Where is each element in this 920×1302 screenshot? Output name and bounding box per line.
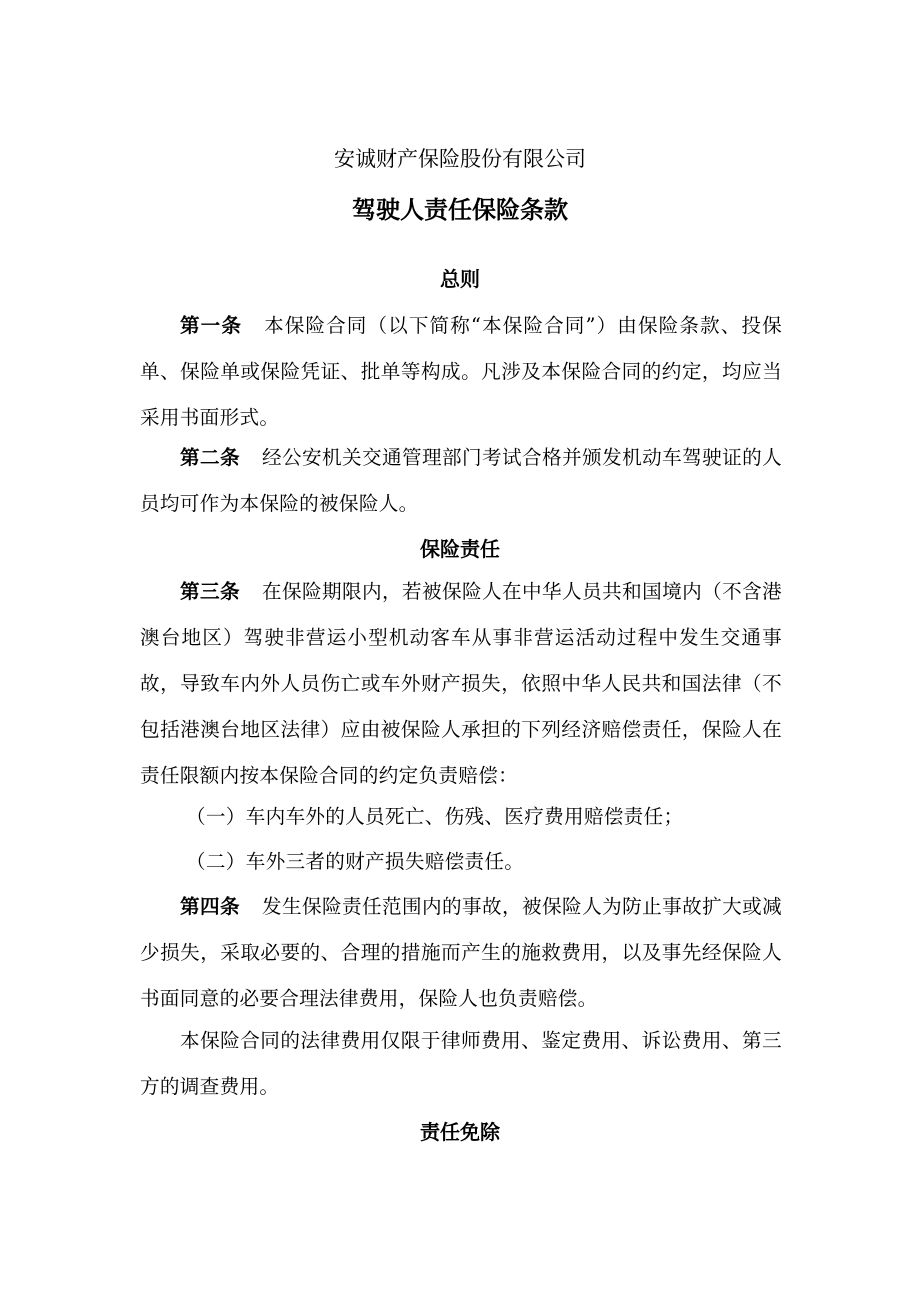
article-2 <box>140 435 782 527</box>
liability-item-1 <box>140 794 782 840</box>
paragraph-text: 本保险合同的法律费用仅限于律师费用、鉴定费用、诉讼费用、第三方的调查费用。 <box>140 1029 782 1098</box>
item-text: （二）车外三者的财产损失赔偿责任。 <box>186 850 525 873</box>
article-text: 发生保险责任范围内的事故，被保险人为防止事故扩大或减少损失，采取必要的、合理的措施而产生的施救费用，以及事先经保险人书面同意的必要合理法律费用，保险人也负责赔偿。 <box>140 895 782 1010</box>
document-title: 驾驶人责任保险条款 <box>352 196 568 224</box>
section-heading-exclusions: 责任免除 <box>420 1120 500 1144</box>
legal-fees-paragraph <box>140 1018 782 1110</box>
article-text: 本保险合同（以下简称“本保险合同”）由保险条款、投保单、保险单或保险凭证、批单等构成。凡涉及本保险合同的约定，均应当采用书面形式。 <box>140 314 782 429</box>
item-text: （一）车内车外的人员死亡、伤残、医疗费用赔偿责任； <box>186 805 684 828</box>
article-3 <box>140 569 782 799</box>
section-heading-general: 总则 <box>440 267 480 291</box>
article-4 <box>140 884 782 1022</box>
article-1 <box>140 303 782 441</box>
article-number: 第四条 <box>180 895 241 918</box>
company-name: 安诚财产保险股份有限公司 <box>334 147 586 171</box>
section-heading-liability: 保险责任 <box>420 537 500 561</box>
article-text: 在保险期限内，若被保险人在中华人员共和国境内（不含港澳台地区）驾驶非营运小型机动客车从事非营运活动过程中发生交通事故，导致车内外人员伤亡或车外财产损失，依照中华人民共和国法律（不包括港澳台地区法律）应由被保险人承担的下列经济赔偿责任，保险人在责任限额内按本保险合同的约定负责赔偿： <box>140 580 782 787</box>
article-text: 经公安机关交通管理部门考试合格并颁发机动车驾驶证的人员均可作为本保险的被保险人。 <box>140 446 782 515</box>
article-number: 第三条 <box>180 580 241 603</box>
article-number: 第二条 <box>180 446 241 469</box>
liability-item-2 <box>140 839 782 885</box>
article-number: 第一条 <box>180 314 243 337</box>
